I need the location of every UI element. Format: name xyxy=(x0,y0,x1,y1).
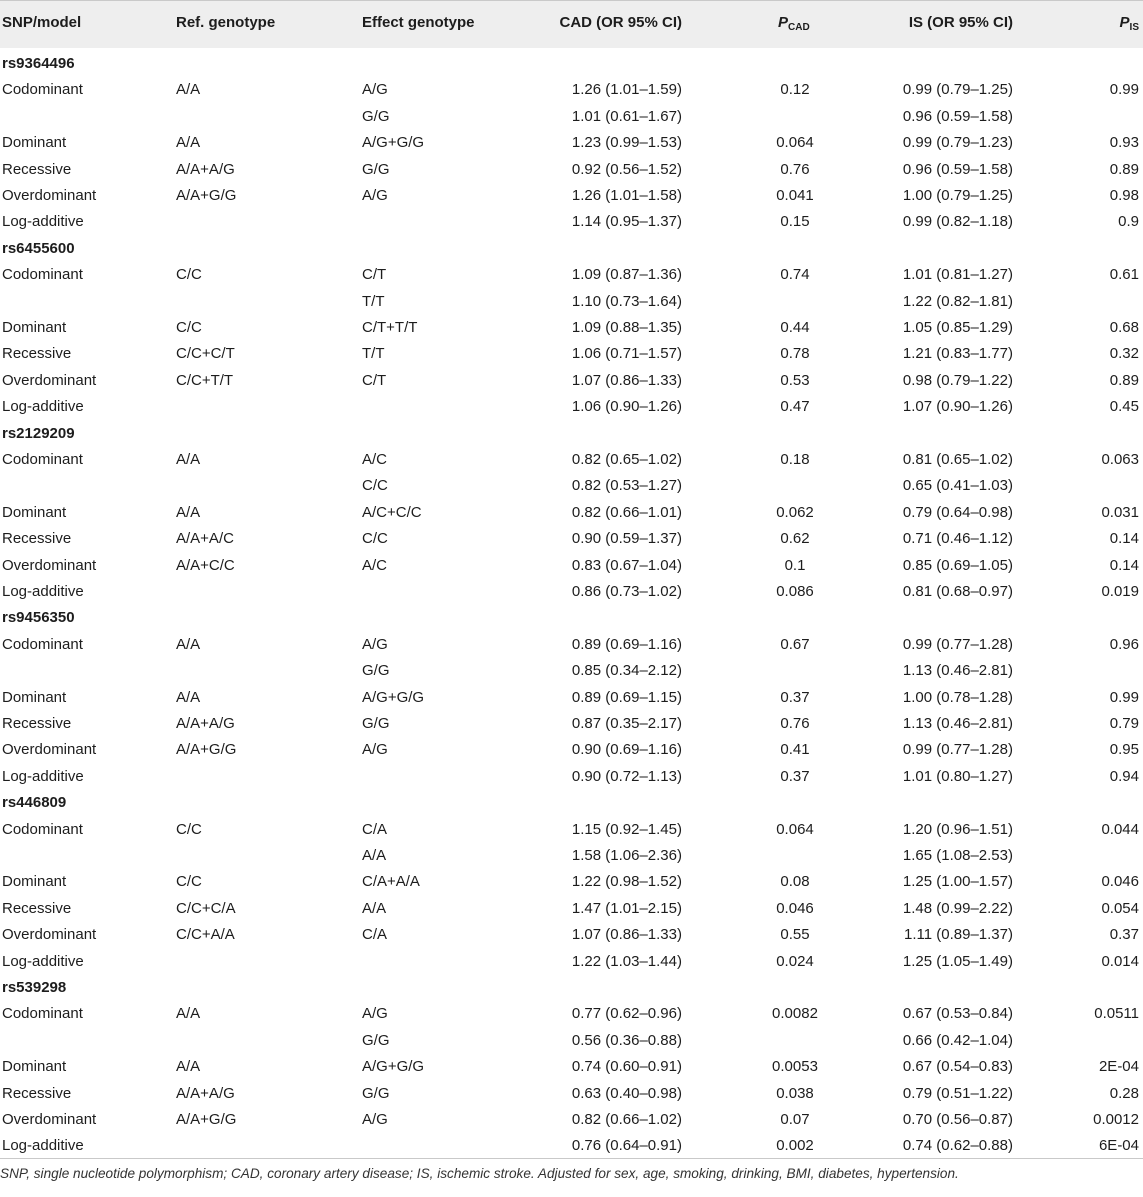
p-is-cell: 0.99 xyxy=(1109,688,1139,706)
p-cad-cell: 0.07 xyxy=(780,1111,810,1128)
ref-genotype-cell: A/A+A/G xyxy=(176,160,235,178)
p-is-cell: 0.37 xyxy=(1109,926,1139,944)
ref-genotype-cell: A/A xyxy=(176,688,201,706)
p-is-cell: 0.031 xyxy=(1101,503,1139,521)
effect-genotype-cell: G/G xyxy=(362,160,390,178)
model-cell: Recessive xyxy=(2,899,72,917)
is-or-cell: 1.13 (0.46–2.81) xyxy=(902,662,1013,680)
ref-genotype-cell: C/C xyxy=(176,820,202,838)
p-is-cell: 0.32 xyxy=(1109,345,1139,363)
model-cell: Dominant xyxy=(2,503,67,521)
cad-or-cell: 1.26 (1.01–1.58) xyxy=(571,187,682,204)
snp-id: rs6455600 xyxy=(2,239,75,257)
ref-genotype-cell: C/C+C/T xyxy=(176,345,235,363)
effect-genotype-cell: G/G xyxy=(362,1084,390,1102)
p-is-cell: 0.0511 xyxy=(1094,1005,1139,1023)
ref-genotype-cell: C/C xyxy=(176,873,202,891)
cad-or-cell: 0.87 (0.35–2.17) xyxy=(571,715,682,732)
p-cad-cell: 0.062 xyxy=(776,503,814,521)
model-cell: Dominant xyxy=(2,134,67,152)
cad-or-cell: 0.63 (0.40–0.98) xyxy=(571,1084,682,1102)
p-cad-cell: 0.37 xyxy=(780,767,810,785)
is-or-cell: 0.67 (0.53–0.84) xyxy=(902,1005,1013,1023)
is-or-cell: 1.65 (1.08–2.53) xyxy=(902,847,1013,864)
is-or-cell: 0.99 (0.77–1.28) xyxy=(902,635,1013,653)
effect-genotype-cell: C/T+T/T xyxy=(362,319,418,336)
p-is-cell: 2E-04 xyxy=(1098,1058,1139,1076)
model-cell: Dominant xyxy=(2,688,67,706)
effect-genotype-cell: A/C xyxy=(362,451,388,468)
cad-or-cell: 0.86 (0.73–1.02) xyxy=(571,583,682,600)
p-cad-cell: 0.08 xyxy=(780,873,810,891)
model-cell: Recessive xyxy=(2,1084,72,1102)
ref-genotype-cell: A/A+A/G xyxy=(176,715,235,732)
cad-or-cell: 1.47 (1.01–2.15) xyxy=(571,899,682,917)
header-effect-genotype: Effect genotype xyxy=(362,14,475,31)
p-is-cell: 0.14 xyxy=(1109,530,1139,548)
cad-or-cell: 0.82 (0.66–1.01) xyxy=(571,503,682,521)
is-or-cell: 0.85 (0.69–1.05) xyxy=(902,556,1013,574)
p-cad-cell: 0.55 xyxy=(780,926,810,944)
p-is-cell: 0.93 xyxy=(1109,134,1139,152)
model-cell: Recessive xyxy=(2,715,72,732)
effect-genotype-cell: A/C xyxy=(362,556,388,574)
ref-genotype-cell: A/A+A/G xyxy=(176,1084,235,1102)
ref-genotype-cell: C/C xyxy=(176,319,202,336)
snp-id: rs446809 xyxy=(2,794,67,812)
is-or-cell: 0.99 (0.82–1.18) xyxy=(902,213,1013,231)
p-cad-cell: 0.12 xyxy=(780,81,810,99)
is-or-cell: 0.81 (0.65–1.02) xyxy=(902,451,1013,468)
effect-genotype-cell: A/G xyxy=(362,187,388,204)
effect-genotype-cell: C/C xyxy=(362,477,388,495)
p-is-cell: 0.046 xyxy=(1101,873,1139,891)
model-cell: Overdominant xyxy=(2,556,97,574)
ref-genotype-cell: A/A+G/G xyxy=(176,741,237,759)
effect-genotype-cell: C/T xyxy=(362,371,387,389)
ref-genotype-cell: A/A xyxy=(176,1058,201,1076)
cad-or-cell: 0.76 (0.64–0.91) xyxy=(571,1137,682,1155)
p-cad-cell: 0.67 xyxy=(780,635,810,653)
cad-or-cell: 1.07 (0.86–1.33) xyxy=(571,926,682,944)
cad-or-cell: 1.14 (0.95–1.37) xyxy=(571,213,682,231)
p-is-cell: 0.054 xyxy=(1101,899,1139,917)
p-cad-cell: 0.76 xyxy=(780,160,810,178)
cad-or-cell: 1.15 (0.92–1.45) xyxy=(571,820,682,838)
effect-genotype-cell: C/A+A/A xyxy=(362,873,420,891)
cad-or-cell: 0.89 (0.69–1.16) xyxy=(571,635,682,653)
is-or-cell: 0.79 (0.51–1.22) xyxy=(902,1084,1013,1102)
model-cell: Recessive xyxy=(2,530,72,548)
effect-genotype-cell: A/G+G/G xyxy=(362,134,425,152)
is-or-cell: 1.11 (0.89–1.37) xyxy=(904,926,1013,944)
ref-genotype-cell: A/A xyxy=(176,635,201,653)
p-is-cell: 0.9 xyxy=(1118,213,1139,231)
model-cell: Log-additive xyxy=(2,767,84,785)
effect-genotype-cell: A/A xyxy=(362,899,387,917)
p-cad-cell: 0.024 xyxy=(776,952,814,970)
effect-genotype-cell: G/G xyxy=(362,715,390,732)
p-is-cell: 0.89 xyxy=(1109,371,1139,389)
model-cell: Overdominant xyxy=(2,371,97,389)
cad-or-cell: 1.58 (1.06–2.36) xyxy=(571,847,682,864)
p-cad-cell: 0.18 xyxy=(780,451,810,468)
p-cad-cell: 0.44 xyxy=(780,319,810,336)
is-or-cell: 1.01 (0.81–1.27) xyxy=(902,266,1013,284)
is-or-cell: 0.98 (0.79–1.22) xyxy=(902,371,1013,389)
model-cell: Overdominant xyxy=(2,187,97,204)
p-is-cell: 0.68 xyxy=(1109,319,1139,336)
model-cell: Log-additive xyxy=(2,583,84,600)
effect-genotype-cell: G/G xyxy=(362,1031,390,1049)
effect-genotype-cell: T/T xyxy=(362,292,385,310)
cad-or-cell: 1.10 (0.73–1.64) xyxy=(571,292,682,310)
p-cad-cell: 0.002 xyxy=(776,1137,814,1155)
cad-or-cell: 1.09 (0.88–1.35) xyxy=(571,319,682,336)
ref-genotype-cell: C/C xyxy=(176,266,202,284)
is-or-cell: 0.66 (0.42–1.04) xyxy=(902,1031,1013,1049)
snp-id: rs539298 xyxy=(2,979,67,996)
p-is-cell: 0.98 xyxy=(1109,187,1139,204)
cad-or-cell: 0.56 (0.36–0.88) xyxy=(571,1031,682,1049)
ref-genotype-cell: A/A+G/G xyxy=(176,187,237,204)
p-is-cell: 0.063 xyxy=(1101,451,1139,468)
p-cad-cell: 0.76 xyxy=(780,715,810,732)
ref-genotype-cell: A/A xyxy=(176,134,201,152)
is-or-cell: 0.99 (0.79–1.23) xyxy=(902,134,1013,152)
cad-or-cell: 1.22 (0.98–1.52) xyxy=(571,873,682,891)
p-is-cell: 0.61 xyxy=(1109,266,1139,284)
cad-or-cell: 0.82 (0.66–1.02) xyxy=(571,1111,682,1128)
is-or-cell: 0.67 (0.54–0.83) xyxy=(902,1058,1013,1076)
is-or-cell: 1.25 (1.00–1.57) xyxy=(902,873,1013,891)
cad-or-cell: 1.26 (1.01–1.59) xyxy=(571,81,682,99)
p-cad-cell: 0.046 xyxy=(776,899,814,917)
p-is-cell: 0.99 xyxy=(1109,81,1139,99)
is-or-cell: 1.48 (0.99–2.22) xyxy=(902,899,1013,917)
header-ref-genotype: Ref. genotype xyxy=(176,14,276,31)
model-cell: Codominant xyxy=(2,266,83,284)
model-cell: Log-additive xyxy=(2,398,84,416)
model-cell: Codominant xyxy=(2,820,83,838)
ref-genotype-cell: A/A xyxy=(176,81,201,99)
ref-genotype-cell: C/C+T/T xyxy=(176,371,234,389)
is-or-cell: 1.20 (0.96–1.51) xyxy=(902,820,1013,838)
is-or-cell: 0.70 (0.56–0.87) xyxy=(902,1111,1013,1128)
effect-genotype-cell: C/A xyxy=(362,820,388,838)
p-cad-cell: 0.0053 xyxy=(772,1058,818,1076)
p-is-cell: 0.89 xyxy=(1109,160,1139,178)
snp-id: rs9456350 xyxy=(2,609,75,627)
effect-genotype-cell: T/T xyxy=(362,345,385,363)
cad-or-cell: 0.74 (0.60–0.91) xyxy=(571,1058,682,1076)
effect-genotype-cell: A/G xyxy=(362,741,388,759)
p-is-cell: 0.79 xyxy=(1109,715,1139,732)
is-or-cell: 0.79 (0.64–0.98) xyxy=(902,503,1013,521)
ref-genotype-cell: C/C+C/A xyxy=(176,899,236,917)
header-p-cad: $P_{CAD}$ xyxy=(778,14,810,33)
effect-genotype-cell: A/G xyxy=(362,1111,388,1128)
snp-id: rs9364496 xyxy=(2,55,75,72)
ref-genotype-cell: A/A xyxy=(176,451,201,468)
p-is-cell: 0.0012 xyxy=(1093,1111,1139,1128)
p-is-cell: 0.45 xyxy=(1109,398,1139,416)
model-cell: Overdominant xyxy=(2,1111,97,1128)
cad-or-cell: 0.85 (0.34–2.12) xyxy=(571,662,682,680)
p-cad-cell: 0.78 xyxy=(780,345,810,363)
is-or-cell: 0.99 (0.77–1.28) xyxy=(902,741,1013,759)
cad-or-cell: 0.89 (0.69–1.15) xyxy=(571,688,682,706)
header-p-is: $P_{IS}$ xyxy=(1119,14,1139,33)
model-cell: Log-additive xyxy=(2,952,84,970)
ref-genotype-cell: A/A+A/C xyxy=(176,530,234,548)
effect-genotype-cell: C/A xyxy=(362,926,388,944)
model-cell: Log-additive xyxy=(2,213,84,231)
is-or-cell: 0.81 (0.68–0.97) xyxy=(902,583,1013,600)
p-cad-cell: 0.041 xyxy=(776,187,814,204)
effect-genotype-cell: A/G xyxy=(362,1005,388,1023)
effect-genotype-cell: G/G xyxy=(362,662,390,680)
cad-or-cell: 0.82 (0.65–1.02) xyxy=(571,451,682,468)
ref-genotype-cell: A/A xyxy=(176,1005,201,1023)
effect-genotype-cell: G/G xyxy=(362,107,390,125)
is-or-cell: 0.74 (0.62–0.88) xyxy=(902,1137,1013,1155)
ref-genotype-cell: A/A+G/G xyxy=(176,1111,237,1128)
cad-or-cell: 1.06 (0.71–1.57) xyxy=(571,345,682,363)
is-or-cell: 1.05 (0.85–1.29) xyxy=(902,319,1013,336)
model-cell: Log-additive xyxy=(2,1137,84,1155)
model-cell: Dominant xyxy=(2,873,67,891)
model-cell: Codominant xyxy=(2,1005,83,1023)
model-cell: Codominant xyxy=(2,451,83,468)
is-or-cell: 1.13 (0.46–2.81) xyxy=(902,715,1013,732)
is-or-cell: 1.00 (0.78–1.28) xyxy=(902,688,1013,706)
cad-or-cell: 0.77 (0.62–0.96) xyxy=(571,1005,682,1023)
cad-or-cell: 1.23 (0.99–1.53) xyxy=(571,134,682,152)
p-cad-cell: 0.74 xyxy=(780,266,810,284)
effect-genotype-cell: A/C+C/C xyxy=(362,503,422,521)
p-is-cell: 0.14 xyxy=(1109,556,1139,574)
is-or-cell: 0.99 (0.79–1.25) xyxy=(902,81,1013,99)
cad-or-cell: 0.82 (0.53–1.27) xyxy=(571,477,682,495)
p-is-cell: 0.95 xyxy=(1109,741,1139,759)
cad-or-cell: 1.06 (0.90–1.26) xyxy=(571,398,682,416)
is-or-cell: 1.01 (0.80–1.27) xyxy=(902,767,1013,785)
model-cell: Recessive xyxy=(2,160,72,178)
p-cad-cell: 0.0082 xyxy=(772,1005,818,1023)
is-or-cell: 0.96 (0.59–1.58) xyxy=(902,160,1013,178)
p-is-cell: 0.044 xyxy=(1101,820,1139,838)
ref-genotype-cell: C/C+A/A xyxy=(176,926,235,944)
effect-genotype-cell: A/G xyxy=(362,635,388,653)
p-cad-cell: 0.62 xyxy=(780,530,810,548)
table-footnote: SNP, single nucleotide polymorphism; CAD, coronary artery disease; IS, ischemic stroke. Adjusted for sex, age, smoking, drinking, BMI, diabetes, hypertension. xyxy=(0,1166,959,1181)
header-snp-model: SNP/model xyxy=(2,14,82,31)
snp-id: rs2129209 xyxy=(2,424,75,442)
header-is: IS (OR 95% CI) xyxy=(908,14,1013,31)
p-cad-cell: 0.15 xyxy=(780,213,810,231)
p-cad-cell: 0.47 xyxy=(780,398,810,416)
is-or-cell: 0.71 (0.46–1.12) xyxy=(902,530,1013,548)
cad-or-cell: 1.07 (0.86–1.33) xyxy=(571,371,682,389)
cad-or-cell: 0.90 (0.59–1.37) xyxy=(571,530,682,548)
cad-or-cell: 0.90 (0.72–1.13) xyxy=(571,767,682,785)
cad-or-cell: 1.09 (0.87–1.36) xyxy=(571,266,682,284)
ref-genotype-cell: A/A xyxy=(176,503,201,521)
header-cad: CAD (OR 95% CI) xyxy=(559,14,682,31)
effect-genotype-cell: A/A xyxy=(362,847,387,864)
p-is-cell: 6E-04 xyxy=(1098,1137,1139,1155)
cad-or-cell: 1.22 (1.03–1.44) xyxy=(571,952,682,970)
model-cell: Overdominant xyxy=(2,926,97,944)
p-cad-cell: 0.53 xyxy=(780,371,810,389)
ref-genotype-cell: A/A+C/C xyxy=(176,556,235,574)
p-cad-cell: 0.1 xyxy=(784,556,806,574)
model-cell: Dominant xyxy=(2,1058,67,1076)
effect-genotype-cell: C/T xyxy=(362,266,387,284)
is-or-cell: 0.96 (0.59–1.58) xyxy=(902,107,1013,125)
p-is-cell: 0.94 xyxy=(1109,767,1139,785)
cad-or-cell: 1.01 (0.61–1.67) xyxy=(571,107,682,125)
model-cell: Recessive xyxy=(2,345,72,363)
effect-genotype-cell: A/G xyxy=(362,81,388,99)
p-cad-cell: 0.41 xyxy=(780,741,810,759)
is-or-cell: 1.25 (1.05–1.49) xyxy=(902,952,1013,970)
effect-genotype-cell: A/G+G/G xyxy=(362,688,425,706)
p-cad-cell: 0.064 xyxy=(776,820,814,838)
p-is-cell: 0.28 xyxy=(1109,1084,1139,1102)
effect-genotype-cell: C/C xyxy=(362,530,388,548)
is-or-cell: 1.21 (0.83–1.77) xyxy=(902,345,1013,363)
is-or-cell: 1.22 (0.82–1.81) xyxy=(902,292,1013,310)
cad-or-cell: 0.83 (0.67–1.04) xyxy=(571,556,682,574)
p-cad-cell: 0.038 xyxy=(776,1084,814,1102)
cad-or-cell: 0.90 (0.69–1.16) xyxy=(571,741,682,759)
model-cell: Dominant xyxy=(2,319,67,336)
p-cad-cell: 0.064 xyxy=(776,134,814,152)
cad-or-cell: 0.92 (0.56–1.52) xyxy=(571,160,682,178)
model-cell: Overdominant xyxy=(2,741,97,759)
p-is-cell: 0.96 xyxy=(1109,635,1139,653)
p-cad-cell: 0.086 xyxy=(776,583,814,600)
is-or-cell: 0.65 (0.41–1.03) xyxy=(902,477,1013,495)
p-is-cell: 0.014 xyxy=(1101,952,1139,970)
footnote-divider xyxy=(0,1158,1143,1159)
is-or-cell: 1.07 (0.90–1.26) xyxy=(902,398,1013,416)
is-or-cell: 1.00 (0.79–1.25) xyxy=(902,187,1013,204)
model-cell: Codominant xyxy=(2,81,83,99)
table-header xyxy=(0,0,1143,48)
p-is-cell: 0.019 xyxy=(1101,583,1139,600)
p-cad-cell: 0.37 xyxy=(780,688,810,706)
effect-genotype-cell: A/G+G/G xyxy=(362,1058,425,1076)
model-cell: Codominant xyxy=(2,635,83,653)
